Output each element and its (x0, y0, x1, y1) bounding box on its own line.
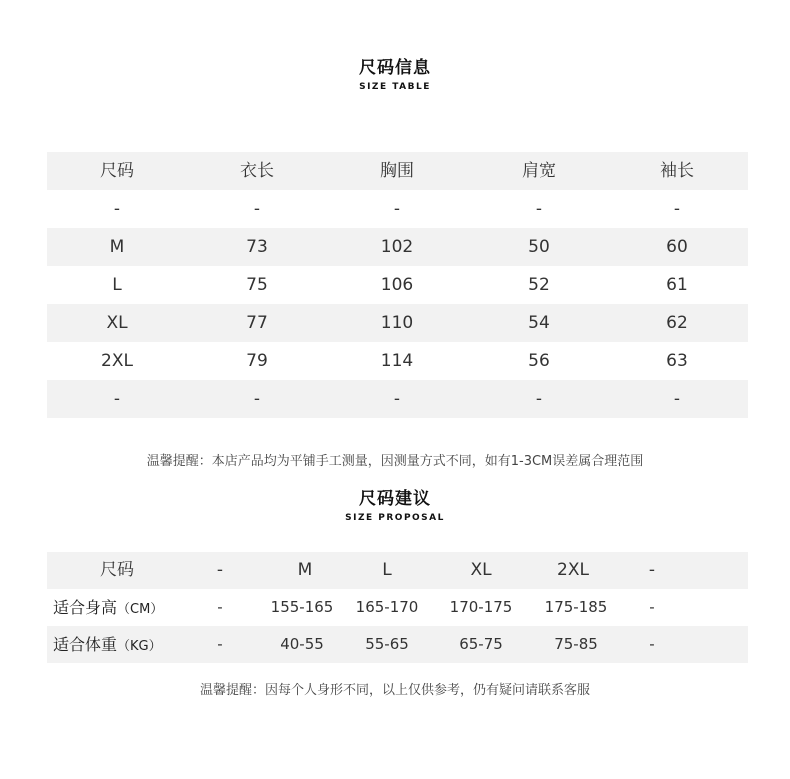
proposal-header-xl: XL (470, 560, 492, 580)
height-value: - (217, 598, 223, 616)
height-value: 170-175 (449, 598, 513, 616)
cell-sleeve: - (673, 199, 681, 219)
cell-shoulder: 50 (528, 237, 550, 257)
size-table-heading (0, 53, 790, 92)
cell-chest: 114 (380, 351, 414, 371)
proposal-header-m: M (297, 560, 313, 580)
height-unit: （CM） (117, 602, 164, 617)
header-sleeve: 袖长 (660, 161, 694, 181)
cell-shoulder: 54 (528, 313, 550, 333)
header-length: 衣长 (240, 161, 274, 181)
cell-size: - (113, 389, 121, 409)
cell-sleeve: 63 (666, 351, 688, 371)
cell-chest: 106 (380, 275, 414, 295)
weight-value: 55-65 (365, 635, 409, 653)
cell-length: - (253, 389, 261, 409)
size-proposal-subtitle: SIZE PROPOSAL (345, 513, 445, 523)
cell-size: XL (106, 313, 128, 333)
size-proposal-heading (0, 484, 790, 523)
cell-sleeve: 62 (666, 313, 688, 333)
cell-length: - (253, 199, 261, 219)
height-label-text: 适合身高 (53, 598, 118, 617)
weight-value: - (649, 635, 655, 653)
cell-length: 79 (246, 351, 268, 371)
header-shoulder: 肩宽 (522, 161, 556, 181)
height-value: 175-185 (544, 598, 608, 616)
measurement-note: 温馨提醒：本店产品均为平铺手工测量，因测量方式不同，如有1-3CM误差属合理范围 (146, 454, 644, 469)
table-row (47, 380, 748, 418)
proposal-header-size: 尺码 (100, 560, 134, 580)
cell-length: 73 (246, 237, 268, 257)
weight-value: 40-55 (280, 635, 324, 653)
cell-size: M (109, 237, 125, 257)
cell-sleeve: - (673, 389, 681, 409)
cell-chest: 110 (380, 313, 414, 333)
cell-chest: - (393, 199, 401, 219)
cell-length: 77 (246, 313, 268, 333)
cell-length: 75 (246, 275, 268, 295)
proposal-height-row (47, 589, 748, 626)
size-table-subtitle: SIZE TABLE (359, 82, 431, 92)
cell-sleeve: 60 (666, 237, 688, 257)
proposal-header-dash-right: - (648, 560, 656, 580)
height-value: 155-165 (270, 598, 334, 616)
proposal-weight-row (47, 626, 748, 663)
size-table (47, 152, 748, 418)
proposal-header-dash-left: - (216, 560, 224, 580)
proposal-header-row (47, 552, 748, 589)
size-table-title: 尺码信息 (359, 58, 431, 78)
table-row (47, 342, 748, 380)
cell-chest: - (393, 389, 401, 409)
size-proposal-title: 尺码建议 (359, 489, 431, 509)
cell-shoulder: - (535, 389, 543, 409)
header-chest: 胸围 (380, 161, 414, 181)
cell-chest: 102 (380, 237, 414, 257)
cell-shoulder: - (535, 199, 543, 219)
height-value: - (649, 598, 655, 616)
weight-label-text: 适合体重 (53, 635, 118, 654)
weight-value: 75-85 (554, 635, 598, 653)
header-size: 尺码 (100, 161, 134, 181)
weight-label (53, 626, 203, 663)
proposal-note: 温馨提醒：因每个人身形不同，以上仅供参考，仍有疑问请联系客服 (199, 683, 590, 698)
cell-shoulder: 56 (528, 351, 550, 371)
size-table-header-row (47, 152, 748, 190)
cell-size: 2XL (101, 351, 133, 371)
weight-value: - (217, 635, 223, 653)
proposal-header-l: L (382, 560, 392, 580)
table-row (47, 266, 748, 304)
weight-unit: （KG） (117, 639, 162, 654)
cell-size: L (112, 275, 122, 295)
size-proposal-table (47, 552, 748, 663)
height-value: 165-170 (355, 598, 419, 616)
table-row (47, 228, 748, 266)
weight-value: 65-75 (459, 635, 503, 653)
proposal-header-2xl: 2XL (557, 560, 589, 580)
cell-shoulder: 52 (528, 275, 550, 295)
table-row (47, 190, 748, 228)
table-row (47, 304, 748, 342)
height-label (53, 589, 203, 626)
cell-sleeve: 61 (666, 275, 688, 295)
cell-size: - (113, 199, 121, 219)
